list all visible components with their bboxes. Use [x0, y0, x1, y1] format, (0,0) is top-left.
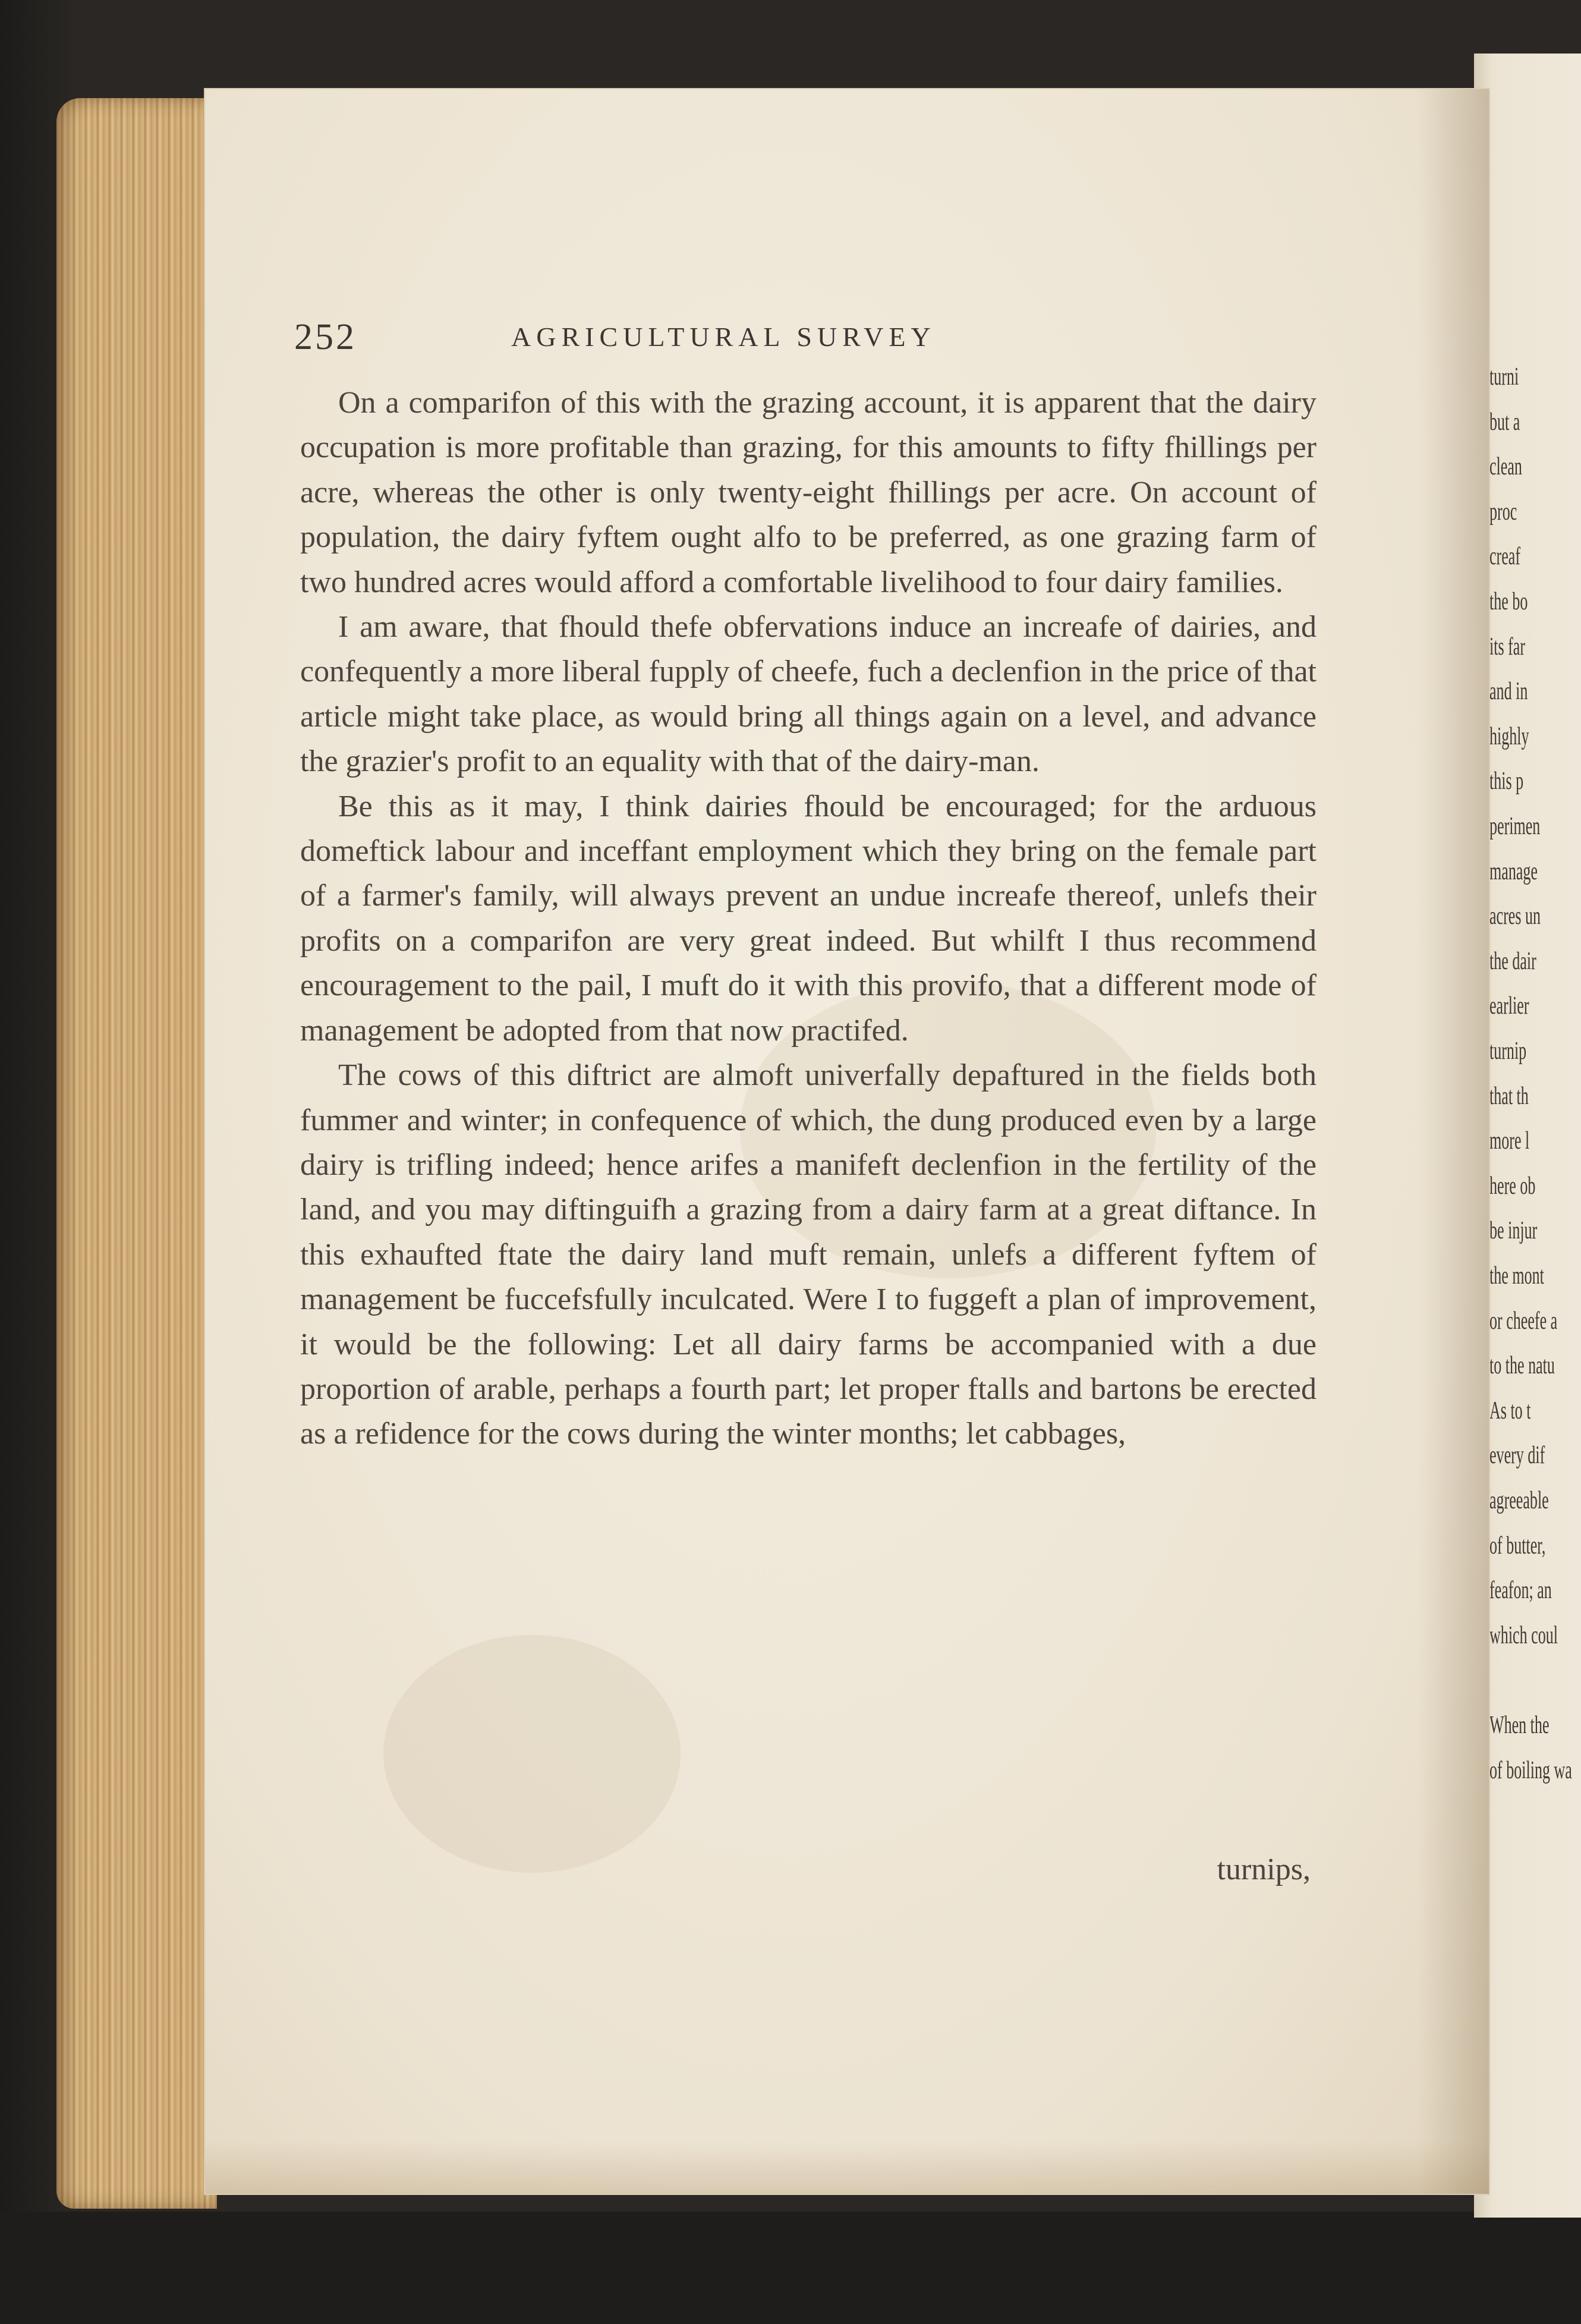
opposite-page-line: acres un [1489, 902, 1541, 930]
opposite-page-line: perimen [1489, 813, 1541, 840]
opposite-page-line: feafon; an [1489, 1577, 1552, 1605]
page-fore-edges [56, 98, 217, 2209]
running-head [0, 316, 1581, 358]
opposite-page-line: of butter, [1489, 1531, 1546, 1559]
paragraph: Be this as it may, I think dairies fhould be encouraged; for the arduous domeftick labour and inceffant employment which they bring on the female part of a farmer's family, will always prevent an undue increafe thereof, unlefs their profits on a comparifon are very great indeed. But whilft I thus recommend encouragement to the pail, I muft do it with this provifo, that a different mode of management be adopted from that now practifed. [300, 789, 1317, 1048]
catchword: turnips, [1217, 1853, 1311, 1886]
opposite-page-line: creaf [1489, 543, 1521, 571]
running-title: AGRICULTURAL SURVEY [511, 322, 936, 352]
opposite-page-line: highly [1489, 722, 1529, 750]
opposite-page-line: the dair [1489, 947, 1536, 975]
opposite-page-line: earlier [1489, 992, 1529, 1020]
gutter-shadow [1418, 89, 1489, 2194]
opposite-page-line: manage [1489, 857, 1538, 885]
opposite-page-line: clean [1489, 453, 1522, 481]
opposite-page-line: here ob [1489, 1172, 1536, 1200]
opposite-page-line: or cheefe a [1489, 1307, 1558, 1335]
opposite-page-line: of boiling wa [1489, 1756, 1572, 1784]
opposite-page-line: When the [1489, 1712, 1549, 1739]
opposite-page-line: to the natu [1489, 1352, 1555, 1380]
opposite-page-line: more l [1489, 1127, 1530, 1155]
page-number: 252 [294, 317, 357, 357]
opposite-page-line: but a [1489, 408, 1520, 436]
opposite-page-line: be injur [1489, 1217, 1538, 1245]
opposite-page-line: this p [1489, 768, 1524, 795]
opposite-page-line: its far [1489, 633, 1526, 661]
opposite-page-line: the bo [1489, 588, 1528, 615]
page-bottom-edge [205, 2140, 1489, 2194]
opposite-page-line: every dif [1489, 1442, 1545, 1470]
backdrop-bottom [0, 2212, 1581, 2324]
paper-stain [383, 1635, 681, 1873]
opposite-page-line: As to t [1489, 1397, 1531, 1424]
opposite-page-line: proc [1489, 498, 1517, 526]
opposite-page-line: that th [1489, 1082, 1529, 1110]
paragraph: The cows of this diftrict are almoft univerfally depaftured in the fields both fummer and winter; in confequence of which, the dung produced even by a large dairy is trifling indeed; hence arifes a manifeft declenfion in the fertility of the land, and you may diftinguifh a grazing from a dairy farm at a great diftance. In this exhaufted ftate the dairy land muft remain, unlefs a different fyftem of management be fuccefsfully inculcated. Were I to fuggeft a plan of improvement, it would be the following: Let all dairy farms be accompanied with a due proportion of arable, perhaps a fourth part; let proper ftalls and bartons be erected as a refidence for the cows during the winter months; let cabbages, [300, 1058, 1317, 1451]
paragraph: On a comparifon of this with the grazing account, it is apparent that the dairy occupation is more profitable than grazing, for this amounts to fifty fhillings per acre, whereas the other is only twenty-eight fhillings per acre. On account of population, the dairy fyftem ought alfo to be preferred, as one grazing farm of two hundred acres would afford a comfortable livelihood to four dairy families. [300, 386, 1317, 599]
opposite-page-line: turnip [1489, 1037, 1527, 1065]
opposite-page [1474, 54, 1581, 2218]
opposite-page-line: agreeable [1489, 1487, 1549, 1514]
opposite-page-line: turni [1489, 363, 1519, 391]
opposite-page-line: which coul [1489, 1621, 1558, 1649]
body-text [300, 380, 1317, 1457]
paragraph: I am aware, that fhould thefe obfervations induce an increafe of dairies, and confequently a more liberal fupply of cheefe, fuch a declenfion in the price of that article might take place, as would bring all things again on a level, and advance the grazier's profit to an equality with that of the dairy-man. [300, 610, 1317, 779]
opposite-page-line: and in [1489, 678, 1528, 706]
opposite-page-line: the mont [1489, 1262, 1544, 1290]
